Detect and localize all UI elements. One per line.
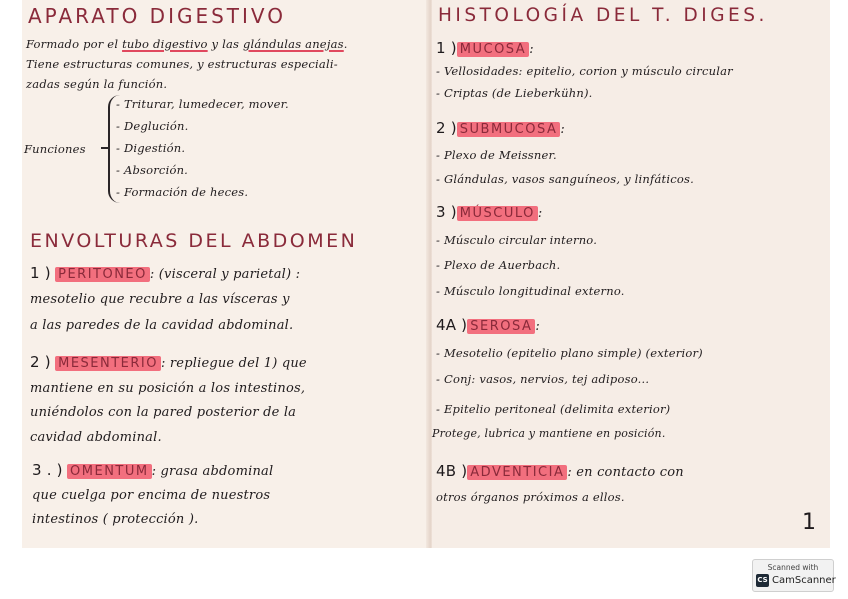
left-page: [22, 0, 430, 548]
item-text-line: intestinos ( protección ).: [32, 512, 199, 527]
item-text-line: a las paredes de la cavidad abdominal.: [30, 318, 294, 333]
highlighted-term: PERITONEO: [55, 267, 150, 282]
intro-underlined-term: glándulas anejas: [242, 37, 344, 51]
intro-line-1: [26, 37, 348, 51]
layer-number: 1 ): [436, 39, 457, 57]
item-text-line: uniéndolos con la pared posterior de la: [30, 405, 297, 420]
item-number: 3 . ): [32, 461, 63, 479]
section-title-envolturas: ENVOLTURAS DEL ABDOMEN: [30, 230, 358, 252]
camscanner-brand: CamScanner: [772, 575, 836, 586]
highlighted-term: SEROSA: [467, 319, 535, 334]
intro-text: Formado por el: [26, 37, 123, 51]
camscanner-logo: [756, 574, 836, 587]
item-text: : (visceral y parietal) :: [149, 267, 301, 282]
intro-underlined-term: tubo digestivo: [122, 37, 208, 51]
camscanner-badge: [752, 559, 834, 592]
layer-text-line: - Vellosidades: epitelio, corion y músculo circular: [436, 64, 733, 78]
highlighted-term: MUCOSA: [457, 42, 529, 57]
left-page-title: APARATO DIGESTIVO: [28, 4, 286, 28]
layer-text-line: - Músculo circular interno.: [436, 233, 598, 247]
layer-text-line: - Músculo longitudinal externo.: [436, 284, 625, 298]
scanned-with-text: Scanned with: [767, 563, 819, 572]
highlighted-term: MESENTERIO: [55, 356, 161, 371]
layer-number: 4A ): [436, 316, 468, 334]
functions-brace-tip: [101, 147, 109, 149]
functions-label: Funciones: [24, 142, 86, 156]
notebook-spread: [22, 0, 830, 548]
intro-text: y las: [207, 37, 243, 51]
item-number: 1 ): [30, 264, 51, 282]
layer-text-line: otros órganos próximos a ellos.: [436, 490, 625, 504]
layer-number: 2 ): [436, 119, 457, 137]
layer-text-line: - Epitelio peritoneal (delimita exterior): [436, 402, 671, 416]
layer-musculo-header: [436, 203, 542, 221]
highlighted-term: OMENTUM: [67, 464, 152, 479]
layer-text-line: - Plexo de Meissner.: [436, 148, 557, 162]
intro-line-2: Tiene estructuras comunes, y estructuras especiali-: [26, 57, 338, 71]
item-text-line: mesotelio que recubre a las vísceras y: [30, 292, 290, 307]
item-text-line: que cuelga por encima de nuestros: [32, 488, 271, 503]
function-item: - Triturar, lumedecer, mover.: [116, 97, 289, 111]
item-omentum-header: [32, 461, 273, 479]
right-page: [432, 0, 830, 548]
layer-text-line: - Criptas (de Lieberkühn).: [436, 86, 593, 100]
intro-line-3: zadas según la función.: [26, 77, 168, 91]
page-number: 1: [802, 510, 817, 535]
highlighted-term: MÚSCULO: [457, 206, 538, 221]
layer-text-line: - Conj: vasos, nervios, tej adiposo...: [436, 372, 650, 386]
item-text-line: cavidad abdominal.: [30, 430, 162, 445]
function-item: - Digestión.: [116, 141, 186, 155]
layer-text-line: - Plexo de Auerbach.: [436, 258, 561, 272]
function-item: - Absorción.: [116, 163, 189, 177]
item-peritoneo-header: [30, 264, 300, 282]
camscanner-icon: CS: [756, 574, 769, 587]
right-page-title: HISTOLOGÍA DEL T. DIGES.: [438, 5, 768, 26]
function-item: - Deglución.: [116, 119, 189, 133]
item-text: : repliegue del 1) que: [160, 356, 307, 371]
layer-text-line: - Glándulas, vasos sanguíneos, y linfáticos.: [436, 172, 694, 186]
layer-text-line: Protege, lubrica y mantiene en posición.: [432, 427, 666, 440]
layer-suffix: :: [535, 319, 540, 334]
layer-suffix: :: [560, 122, 565, 137]
layer-suffix: : en contacto con: [567, 465, 684, 480]
layer-number: 3 ): [436, 203, 457, 221]
layer-text-line: - Mesotelio (epitelio plano simple) (exterior): [436, 346, 703, 360]
layer-suffix: :: [537, 206, 543, 221]
item-mesenterio-header: [30, 353, 307, 371]
layer-adventicia-header: [436, 462, 684, 480]
layer-serosa-header: [436, 316, 540, 334]
highlighted-term: ADVENTICIA: [467, 465, 567, 480]
item-number: 2 ): [30, 353, 51, 371]
intro-text: .: [343, 37, 348, 51]
item-text-line: mantiene en su posición a los intestinos,: [30, 381, 306, 396]
item-text: : grasa abdominal: [151, 464, 274, 479]
layer-mucosa-header: [436, 39, 534, 57]
layer-number: 4B ): [436, 462, 468, 480]
function-item: - Formación de heces.: [116, 185, 249, 199]
layer-suffix: :: [529, 42, 534, 57]
layer-submucosa-header: [436, 119, 565, 137]
highlighted-term: SUBMUCOSA: [457, 122, 561, 137]
